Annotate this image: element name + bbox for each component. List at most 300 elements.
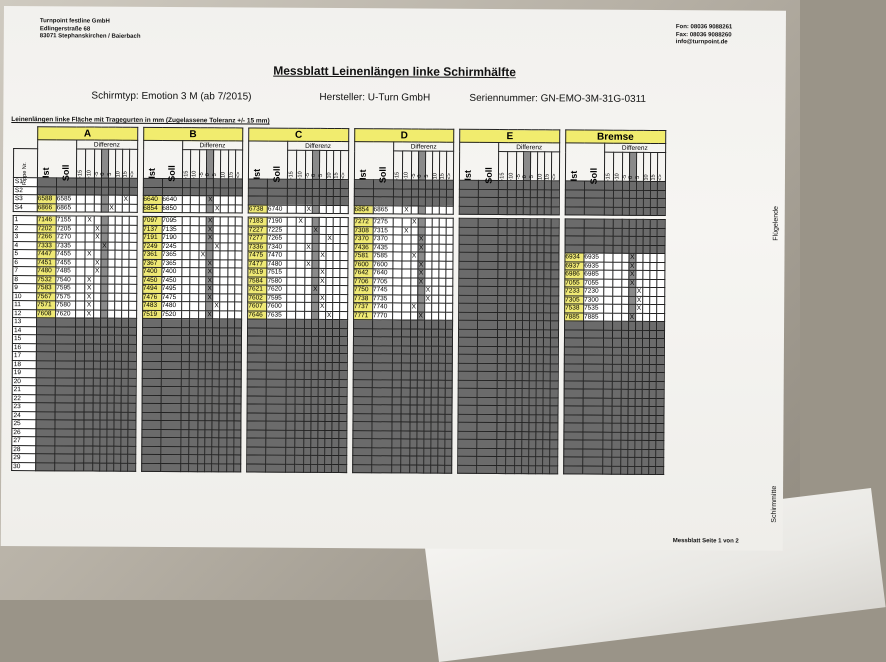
empty-cell — [564, 389, 583, 398]
diff-cell — [76, 203, 85, 212]
empty-cell — [417, 320, 424, 329]
empty-cell — [649, 432, 656, 441]
empty-cell — [478, 252, 498, 261]
ist-value: 7600 — [354, 260, 373, 269]
empty-cell — [603, 406, 612, 415]
empty-cell — [100, 454, 107, 463]
empty-cell — [499, 206, 508, 215]
diff-mark: X — [313, 226, 318, 234]
empty-cell — [340, 362, 347, 371]
empty-cell — [603, 330, 612, 339]
empty-cell — [234, 336, 241, 345]
empty-cell — [100, 420, 107, 429]
diff-cell — [213, 310, 220, 319]
empty-cell — [392, 396, 401, 405]
empty-cell — [304, 421, 311, 430]
diff-cell — [115, 293, 122, 302]
empty-cell — [286, 404, 295, 413]
empty-cell — [373, 188, 393, 197]
empty-cell — [656, 381, 663, 390]
ist-value: 7738 — [353, 294, 372, 303]
diff-cell — [613, 253, 622, 262]
empty-cell — [552, 198, 559, 207]
empty-cell — [107, 437, 114, 446]
diff-cell — [287, 302, 296, 311]
empty-cell — [524, 198, 531, 207]
manufacturer: Hersteller: U-Turn GmbH — [319, 91, 431, 104]
empty-cell — [36, 403, 55, 412]
diff-mark: X — [207, 276, 212, 285]
empty-cell — [161, 318, 181, 327]
empty-cell — [266, 430, 286, 439]
diff-cell — [296, 251, 305, 260]
empty-cell — [656, 389, 663, 398]
empty-cell — [522, 465, 529, 474]
empty-cell — [266, 362, 286, 371]
empty-cell — [226, 438, 233, 447]
empty-cell — [445, 439, 452, 448]
empty-cell — [439, 197, 446, 206]
empty-cell — [206, 395, 213, 404]
empty-cell — [498, 287, 507, 296]
empty-cell — [115, 178, 122, 187]
diff-mark: X — [207, 293, 212, 302]
soll-value: 7600 — [267, 302, 287, 311]
diff-cell — [431, 269, 438, 278]
empty-cell — [266, 353, 286, 362]
diff-cell — [401, 286, 410, 295]
diff-cell — [115, 276, 122, 285]
empty-cell — [564, 448, 583, 457]
empty-cell — [650, 207, 657, 216]
diff-cell — [122, 250, 129, 259]
soll-value: 7520 — [161, 310, 181, 319]
ist-value: 7607 — [248, 302, 267, 311]
empty-cell — [612, 423, 621, 432]
empty-cell — [372, 396, 392, 405]
empty-cell — [181, 319, 190, 328]
empty-cell — [431, 380, 438, 389]
empty-cell — [423, 431, 430, 440]
diff-cell — [122, 259, 129, 268]
empty-cell — [198, 438, 205, 447]
empty-cell — [564, 397, 583, 406]
empty-cell — [544, 304, 551, 313]
empty-cell — [206, 319, 213, 328]
empty-cell — [628, 364, 635, 373]
diff-cell — [228, 217, 235, 226]
empty-cell — [551, 389, 558, 398]
diff-cell — [393, 269, 402, 278]
empty-cell — [190, 395, 199, 404]
empty-cell — [114, 412, 121, 421]
diff-mark: X — [418, 244, 424, 252]
empty-cell — [411, 188, 418, 197]
empty-cell — [108, 178, 115, 187]
empty-cell — [628, 389, 635, 398]
empty-cell — [353, 413, 372, 422]
empty-cell — [304, 387, 311, 396]
diff-cell — [439, 252, 446, 261]
empty-cell — [516, 278, 523, 287]
diff-col-header: -15 — [76, 149, 85, 178]
empty-cell — [114, 378, 121, 387]
empty-cell — [353, 388, 372, 397]
empty-cell — [311, 438, 318, 447]
empty-cell — [657, 181, 664, 190]
empty-cell — [121, 420, 128, 429]
corner-cell — [14, 127, 38, 140]
empty-cell — [295, 396, 304, 405]
empty-cell — [642, 423, 649, 432]
empty-cell — [319, 328, 326, 337]
soll-value: 6985 — [584, 270, 604, 279]
empty-cell — [458, 431, 477, 440]
empty-cell — [423, 448, 430, 457]
diff-cell — [287, 226, 296, 235]
diff-cell — [181, 268, 190, 277]
empty-cell — [100, 335, 107, 344]
empty-cell — [516, 227, 523, 236]
empty-cell — [286, 430, 295, 439]
empty-cell — [543, 389, 550, 398]
empty-cell — [417, 337, 424, 346]
rippe-number: 17 — [12, 352, 36, 361]
empty-cell — [161, 344, 181, 353]
empty-cell — [529, 389, 536, 398]
diff-mark: X — [207, 310, 212, 319]
soll-value: 6585 — [56, 195, 76, 204]
empty-cell — [636, 219, 643, 228]
rippe-number: 22 — [12, 394, 36, 403]
empty-cell — [220, 336, 227, 345]
diff-cell — [417, 295, 424, 304]
empty-cell — [635, 398, 642, 407]
empty-cell — [430, 456, 437, 465]
empty-cell — [458, 380, 477, 389]
empty-cell — [497, 397, 506, 406]
diff-mark: X — [411, 303, 416, 311]
empty-cell — [537, 338, 544, 347]
diff-cell — [613, 279, 622, 288]
empty-cell — [181, 387, 190, 396]
empty-cell — [522, 397, 529, 406]
empty-cell — [507, 346, 516, 355]
diff-cell — [438, 295, 445, 304]
diff-cell — [319, 226, 326, 235]
empty-cell — [114, 361, 121, 370]
empty-cell — [507, 270, 516, 279]
empty-cell — [544, 321, 551, 330]
empty-cell — [529, 423, 536, 432]
diff-cell — [101, 293, 108, 302]
empty-cell — [162, 187, 182, 196]
empty-cell — [657, 207, 664, 216]
empty-cell — [622, 198, 629, 207]
empty-cell — [340, 371, 347, 380]
empty-cell — [141, 463, 160, 472]
empty-cell — [531, 198, 538, 207]
empty-cell — [656, 398, 663, 407]
empty-cell — [537, 219, 544, 228]
empty-cell — [190, 319, 199, 328]
empty-cell — [635, 415, 642, 424]
diff-mark: X — [419, 235, 424, 243]
soll-value: 7455 — [56, 258, 76, 267]
empty-cell — [205, 446, 212, 455]
ist-value: 7277 — [248, 234, 267, 243]
empty-cell — [417, 405, 424, 414]
empty-cell — [497, 414, 506, 423]
empty-cell — [107, 395, 114, 404]
empty-cell — [55, 428, 75, 437]
empty-cell — [248, 336, 267, 345]
empty-cell — [507, 338, 516, 347]
empty-cell — [114, 369, 121, 378]
empty-cell — [545, 189, 552, 198]
empty-cell — [318, 362, 325, 371]
empty-cell — [199, 361, 206, 370]
empty-cell — [565, 181, 584, 190]
empty-cell — [564, 346, 583, 355]
empty-cell — [121, 352, 128, 361]
diff-cell — [206, 302, 213, 311]
diff-cell — [191, 234, 200, 243]
empty-cell — [438, 431, 445, 440]
empty-cell — [430, 439, 437, 448]
diff-mark: X — [85, 275, 94, 284]
diff-col-header: -5 — [411, 151, 418, 180]
diff-cell — [312, 251, 319, 260]
diff-cell — [296, 311, 305, 320]
empty-cell — [477, 414, 497, 423]
empty-cell — [612, 321, 621, 330]
diff-cell — [190, 302, 199, 311]
diff-cell — [312, 311, 319, 320]
diff-col-header: -15 — [288, 150, 297, 179]
empty-cell — [304, 336, 311, 345]
empty-cell — [604, 219, 613, 228]
empty-cell — [220, 370, 227, 379]
empty-cell — [114, 327, 121, 336]
diff-mark: X — [296, 217, 305, 226]
empty-cell — [402, 180, 411, 189]
empty-cell — [551, 278, 558, 287]
empty-cell — [551, 261, 558, 270]
diff-cell — [213, 285, 220, 294]
empty-cell — [248, 196, 267, 205]
empty-cell — [409, 456, 416, 465]
empty-cell — [515, 465, 522, 474]
soll-label: Soll — [588, 167, 600, 185]
empty-cell — [416, 448, 423, 457]
empty-cell — [635, 355, 642, 364]
empty-cell — [650, 181, 657, 190]
empty-cell — [550, 448, 557, 457]
empty-cell — [649, 398, 656, 407]
empty-cell — [643, 207, 650, 216]
empty-cell — [325, 404, 332, 413]
diff-cell — [296, 234, 305, 243]
empty-cell — [304, 438, 311, 447]
empty-cell — [522, 457, 529, 466]
empty-cell — [332, 379, 339, 388]
empty-cell — [604, 198, 613, 207]
empty-cell — [522, 448, 529, 457]
empty-cell — [536, 363, 543, 372]
ist-value: 7621 — [248, 285, 267, 294]
empty-cell — [353, 422, 372, 431]
empty-cell — [267, 328, 287, 337]
empty-cell — [392, 405, 401, 414]
diff-cell — [643, 262, 650, 271]
diff-cell — [604, 270, 613, 279]
empty-cell — [287, 319, 296, 328]
diff-cell — [411, 243, 418, 252]
diff-cell — [129, 276, 136, 285]
diff-cell — [94, 293, 101, 302]
diff-cell — [191, 217, 200, 226]
diff-cell — [643, 287, 650, 296]
empty-cell — [190, 387, 199, 396]
diff-mark: X — [306, 205, 311, 213]
empty-cell — [459, 227, 478, 236]
diff-cell — [411, 205, 418, 214]
empty-cell — [636, 236, 643, 245]
empty-cell — [635, 330, 642, 339]
diff-col-header: -10 — [85, 149, 94, 178]
diff-cell — [296, 268, 305, 277]
empty-cell — [93, 429, 100, 438]
empty-cell — [339, 422, 346, 431]
empty-cell — [325, 370, 332, 379]
empty-cell — [36, 352, 55, 361]
diff-cell — [402, 235, 411, 244]
empty-cell — [318, 370, 325, 379]
empty-cell — [107, 463, 114, 472]
empty-cell — [523, 346, 530, 355]
empty-cell — [603, 449, 612, 458]
empty-cell — [295, 464, 304, 473]
ist-label: Ist — [40, 167, 51, 179]
empty-cell — [332, 456, 339, 465]
diff-cell — [432, 206, 439, 215]
empty-cell — [460, 180, 479, 189]
empty-cell — [318, 455, 325, 464]
empty-cell — [199, 336, 206, 345]
diff-mark: X — [425, 286, 431, 294]
empty-cell — [524, 189, 531, 198]
diff-cell — [636, 279, 643, 288]
empty-cell — [642, 330, 649, 339]
empty-cell — [326, 196, 333, 205]
empty-cell — [537, 355, 544, 364]
empty-cell — [498, 236, 507, 245]
empty-cell — [458, 405, 477, 414]
diff-mark: X — [85, 301, 94, 310]
empty-cell — [516, 287, 523, 296]
diff-col-header: 15 — [228, 150, 235, 179]
diff-cell — [122, 276, 129, 285]
empty-cell — [305, 188, 312, 197]
empty-cell — [234, 319, 241, 328]
diff-cell — [76, 275, 85, 284]
empty-cell — [340, 328, 347, 337]
empty-cell — [234, 353, 241, 362]
empty-cell — [199, 387, 206, 396]
empty-cell — [423, 439, 430, 448]
empty-cell — [583, 398, 603, 407]
empty-cell — [402, 188, 411, 197]
empty-cell — [628, 432, 635, 441]
empty-cell — [121, 463, 128, 472]
diff-cell — [432, 244, 439, 253]
empty-cell — [424, 363, 431, 372]
empty-cell — [75, 428, 84, 437]
empty-cell — [341, 180, 348, 189]
empty-cell — [84, 377, 93, 386]
empty-cell — [445, 380, 452, 389]
empty-cell — [621, 321, 628, 330]
diff-col-header: -10 — [613, 152, 622, 181]
empty-cell — [340, 320, 347, 329]
empty-cell — [227, 361, 234, 370]
empty-cell — [604, 245, 613, 254]
empty-cell — [115, 187, 122, 196]
diff-cell — [227, 285, 234, 294]
diff-col-header: 10 — [115, 149, 122, 178]
empty-cell — [180, 438, 189, 447]
empty-cell — [409, 447, 416, 456]
empty-cell — [371, 447, 391, 456]
diff-cell — [446, 206, 453, 215]
empty-cell — [352, 456, 371, 465]
empty-cell — [621, 423, 628, 432]
empty-cell — [529, 363, 536, 372]
empty-cell — [180, 446, 189, 455]
diff-mark: X — [629, 313, 635, 321]
diff-cell — [432, 261, 439, 270]
empty-cell — [304, 413, 311, 422]
diff-col-header: 5 — [319, 150, 326, 179]
empty-cell — [219, 463, 226, 472]
diff-cell — [206, 251, 213, 260]
empty-cell — [305, 196, 312, 205]
diff-cell — [101, 204, 108, 213]
empty-cell — [417, 354, 424, 363]
diff-cell — [287, 234, 296, 243]
diff-mark: X — [630, 262, 635, 270]
empty-cell — [319, 179, 326, 188]
diff-cell — [287, 311, 296, 320]
empty-cell — [333, 345, 340, 354]
empty-cell — [564, 321, 583, 330]
ist-value: 7447 — [37, 250, 56, 259]
empty-cell — [515, 380, 522, 389]
empty-cell — [114, 318, 121, 327]
empty-cell — [628, 398, 635, 407]
empty-cell — [650, 198, 657, 207]
empty-cell — [325, 396, 332, 405]
empty-cell — [458, 448, 477, 457]
empty-cell — [332, 354, 339, 363]
empty-cell — [612, 389, 621, 398]
empty-cell — [459, 252, 478, 261]
empty-cell — [207, 187, 214, 196]
empty-cell — [114, 454, 121, 463]
empty-cell — [621, 406, 628, 415]
empty-cell — [325, 345, 332, 354]
